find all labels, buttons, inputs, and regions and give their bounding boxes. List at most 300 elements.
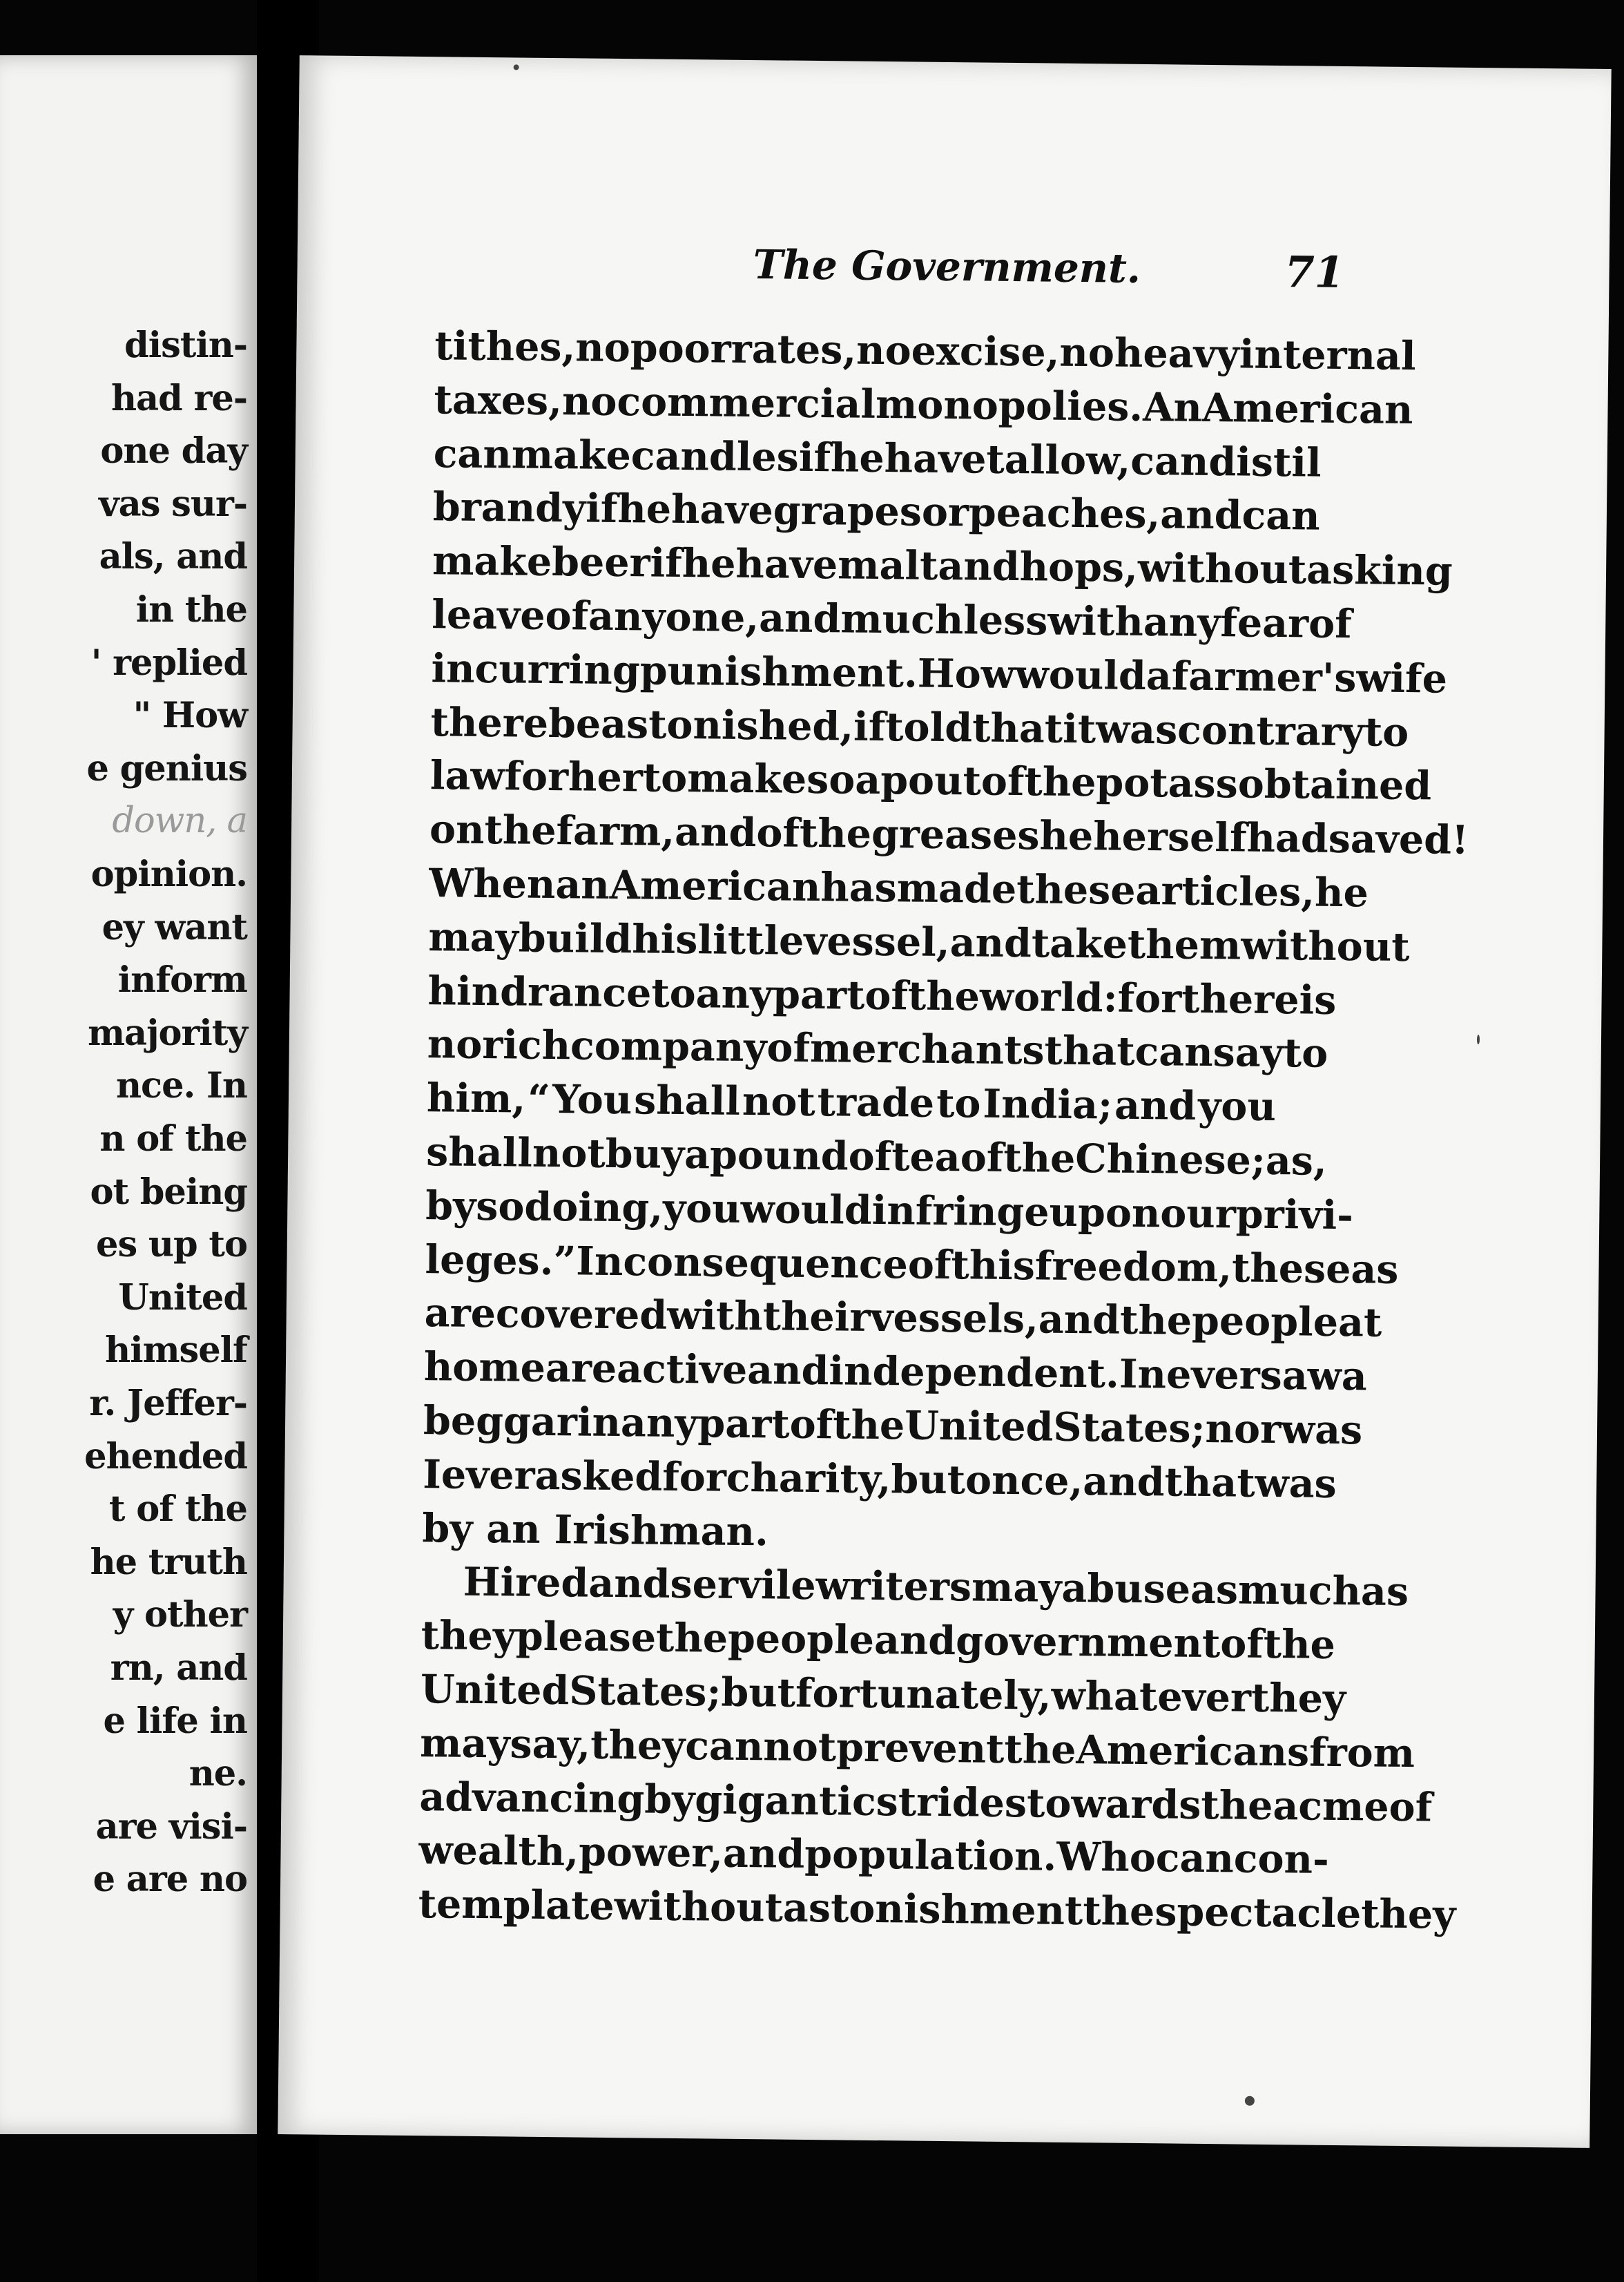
- speck: [1477, 1035, 1480, 1044]
- word: much: [840, 595, 964, 644]
- word: less: [963, 597, 1048, 644]
- word: have: [670, 486, 774, 534]
- word: told: [884, 703, 973, 751]
- word: our: [1160, 1190, 1237, 1238]
- text-line: [427, 1018, 1328, 1081]
- left-text-fragment: United: [118, 1276, 247, 1319]
- word: as,: [1265, 1137, 1328, 1185]
- word: you: [1197, 1083, 1277, 1131]
- left-page: [0, 55, 257, 2134]
- word: astonished,: [600, 700, 854, 750]
- word: heavy: [1114, 329, 1240, 378]
- word: consequence: [623, 1238, 909, 1288]
- word: rich: [481, 1022, 571, 1069]
- word: the: [484, 807, 557, 854]
- word: if: [585, 485, 618, 533]
- word: shall: [633, 1077, 741, 1125]
- word: no: [575, 324, 631, 372]
- word: a: [1341, 1353, 1368, 1400]
- left-text-fragment: rn, and: [110, 1647, 247, 1689]
- word: as: [1190, 1566, 1239, 1613]
- word: spectacle: [1154, 1888, 1362, 1937]
- left-text-fragment: n of the: [99, 1118, 247, 1160]
- word: An: [1142, 383, 1203, 431]
- word: India;: [983, 1080, 1113, 1129]
- word: shall: [425, 1129, 533, 1176]
- word: was: [1095, 705, 1178, 754]
- word: but: [721, 1669, 796, 1716]
- word: whatever: [1051, 1672, 1252, 1721]
- word: “: [527, 1075, 551, 1123]
- word: of: [960, 1134, 1004, 1181]
- speck: [514, 64, 519, 70]
- word: distil: [1208, 438, 1322, 486]
- word: acme: [1273, 1782, 1389, 1830]
- word: the: [1201, 1781, 1273, 1829]
- word: be: [548, 700, 601, 747]
- word: of: [1308, 600, 1353, 648]
- word: is: [1299, 976, 1337, 1024]
- word: beggar: [423, 1397, 578, 1446]
- word: I: [1119, 1350, 1138, 1398]
- word: the: [655, 1614, 728, 1662]
- word: and: [873, 1617, 956, 1665]
- word: of: [864, 972, 909, 1019]
- text-line: [429, 803, 1469, 865]
- word: world:: [979, 973, 1119, 1022]
- word: wealth,: [418, 1827, 579, 1875]
- word: much: [1237, 1566, 1362, 1615]
- word: she: [1017, 812, 1094, 860]
- word: of: [766, 1024, 811, 1072]
- left-text-fragment: nce. In: [115, 1065, 247, 1107]
- word: that: [1044, 1027, 1135, 1075]
- word: to: [936, 1080, 981, 1127]
- word: have: [884, 434, 987, 483]
- left-text-fragment: vas sur-: [99, 483, 247, 525]
- word: strides: [876, 1778, 1027, 1826]
- text-line: [428, 856, 1369, 919]
- word: taxes,: [434, 376, 563, 424]
- text-line: [428, 910, 1410, 973]
- word: United: [420, 1666, 570, 1714]
- word: of: [848, 1133, 892, 1180]
- word: potass: [1096, 759, 1239, 807]
- word: by: [425, 1182, 476, 1229]
- word: make: [511, 430, 632, 479]
- word: internal: [1239, 331, 1416, 380]
- word: and: [758, 595, 841, 642]
- word: rates,: [731, 325, 857, 374]
- text-line: [423, 1394, 1363, 1457]
- word: pound: [709, 1131, 849, 1180]
- word: power,: [578, 1828, 724, 1877]
- word: and: [1038, 1296, 1121, 1344]
- word: any: [1143, 598, 1221, 646]
- word: with: [1047, 597, 1144, 645]
- text-line: [419, 1716, 1415, 1779]
- text-line: [423, 1340, 1368, 1403]
- word: say: [1212, 1029, 1284, 1077]
- word: How: [917, 650, 1016, 698]
- word: malt: [837, 541, 938, 590]
- left-text-fragment: in the: [135, 589, 247, 631]
- word: obtained: [1237, 760, 1432, 809]
- word: ever: [441, 1451, 536, 1499]
- word: wife: [1356, 654, 1448, 702]
- word: can: [1134, 1028, 1214, 1076]
- word: no: [1059, 329, 1115, 376]
- word: may: [971, 1564, 1062, 1612]
- word: a: [684, 1131, 710, 1178]
- word: charity,: [726, 1454, 891, 1502]
- word: was: [1255, 1459, 1337, 1507]
- word: covered: [495, 1290, 668, 1339]
- word: no: [427, 1021, 483, 1068]
- left-text-fragment: himself: [105, 1330, 247, 1372]
- left-text-fragment: one day: [100, 430, 247, 472]
- word: a: [1146, 652, 1172, 700]
- word: that: [1164, 1459, 1255, 1506]
- body-text: [418, 319, 1469, 1940]
- word: When: [428, 860, 556, 908]
- word: if: [853, 703, 886, 750]
- text-line: [434, 373, 1413, 436]
- word: are: [424, 1289, 496, 1337]
- word: leges.”: [425, 1236, 577, 1284]
- left-text-fragment: ot being: [90, 1171, 247, 1213]
- word: independent.: [829, 1348, 1120, 1397]
- word: so: [476, 1182, 525, 1230]
- word: had: [1246, 814, 1329, 862]
- word: the: [799, 809, 872, 858]
- word: asking: [1306, 546, 1453, 595]
- word: build: [518, 914, 632, 963]
- word: tea: [891, 1133, 961, 1181]
- word: people: [727, 1615, 875, 1664]
- left-text-fragment: ey want: [102, 906, 247, 948]
- word: without: [1240, 922, 1410, 970]
- word: would: [740, 1185, 873, 1234]
- left-text-fragment: als, and: [99, 536, 247, 578]
- word: of: [1389, 1783, 1433, 1830]
- word: they: [590, 1721, 686, 1769]
- word: farm,: [556, 807, 675, 856]
- word: fortunately,: [795, 1669, 1052, 1719]
- word: fear: [1220, 600, 1309, 647]
- word: the: [1082, 1888, 1155, 1935]
- word: for: [504, 753, 569, 800]
- left-text-fragment: he truth: [90, 1541, 247, 1583]
- word: con-: [1233, 1835, 1330, 1883]
- word: at: [1337, 1299, 1382, 1346]
- word: towards: [1026, 1779, 1201, 1828]
- word: no: [856, 327, 912, 374]
- word: to: [1364, 708, 1409, 756]
- left-text-fragment: majority: [88, 1012, 247, 1054]
- word: from: [1308, 1729, 1415, 1776]
- word: any: [588, 593, 666, 640]
- text-line: [427, 1071, 1277, 1134]
- left-text-fragment: down, a: [112, 800, 247, 842]
- word: Chinese;: [1075, 1135, 1266, 1184]
- word: can: [1241, 492, 1321, 540]
- word: and: [949, 919, 1032, 967]
- text-line: [432, 481, 1321, 544]
- word: not: [532, 1129, 606, 1177]
- word: excise,: [911, 327, 1060, 376]
- word: cannot: [684, 1722, 837, 1771]
- word: with: [666, 1292, 764, 1340]
- word: tithes,: [434, 323, 576, 371]
- word: if: [798, 434, 831, 481]
- word: contrary: [1177, 707, 1365, 755]
- word: farmer's: [1171, 653, 1357, 701]
- word: active: [616, 1345, 748, 1394]
- word: buy: [605, 1130, 685, 1178]
- word: that: [972, 704, 1063, 752]
- word: make: [432, 537, 552, 586]
- word: to: [1283, 1030, 1328, 1077]
- word: the: [832, 1401, 905, 1449]
- word: him,: [426, 1075, 526, 1122]
- word: articles,: [1135, 867, 1315, 916]
- word: the: [1263, 1621, 1336, 1669]
- left-text-fragment: " How: [133, 695, 247, 737]
- word: and: [938, 543, 1021, 591]
- word: and: [722, 1830, 805, 1878]
- left-text-fragment: e are no: [93, 1859, 247, 1901]
- word: not: [742, 1078, 816, 1126]
- word: I: [422, 1450, 442, 1498]
- word: Who: [1056, 1834, 1157, 1881]
- word: company: [570, 1022, 767, 1071]
- word: for: [1117, 975, 1182, 1022]
- word: American: [609, 861, 821, 911]
- word: incurring: [431, 644, 641, 694]
- text-line: [432, 534, 1453, 597]
- word: can: [1155, 1834, 1235, 1882]
- word: trade: [817, 1079, 935, 1126]
- text-line: [424, 1286, 1382, 1349]
- word: and: [588, 1560, 670, 1608]
- left-text-fragment: distin-: [124, 325, 247, 366]
- word: never: [1137, 1351, 1261, 1399]
- speck: [1245, 2096, 1255, 2106]
- word: there: [1181, 975, 1299, 1023]
- word: soap: [806, 756, 909, 804]
- word: advancing: [419, 1773, 645, 1823]
- word: the: [1119, 1297, 1192, 1345]
- word: tallow,: [986, 436, 1131, 484]
- word: of: [545, 592, 589, 640]
- word: he: [617, 486, 672, 533]
- word: they: [420, 1612, 516, 1660]
- word: to: [651, 970, 697, 1017]
- word: the: [1024, 758, 1096, 806]
- word: as: [1360, 1568, 1409, 1615]
- text-line: [418, 1823, 1330, 1886]
- word: one,: [665, 593, 760, 642]
- word: say,: [510, 1720, 591, 1768]
- word: but: [891, 1455, 966, 1504]
- left-text-fragment: opinion.: [90, 854, 247, 895]
- word: commercial: [617, 378, 876, 428]
- word: on: [429, 806, 485, 854]
- word: or: [921, 488, 969, 536]
- word: the: [1231, 1244, 1304, 1292]
- word: please: [515, 1613, 657, 1661]
- word: In: [575, 1237, 624, 1285]
- word: the: [907, 972, 980, 1020]
- word: to: [642, 754, 688, 802]
- word: any: [620, 1399, 698, 1447]
- word: by: [644, 1776, 695, 1823]
- text-line: [427, 964, 1337, 1027]
- word: in: [577, 1399, 621, 1446]
- text-line: by an Irishman.: [422, 1504, 769, 1555]
- word: any: [695, 970, 773, 1017]
- text-line: [430, 696, 1409, 758]
- word: her: [568, 754, 644, 801]
- word: it: [1062, 705, 1096, 752]
- word: the: [1003, 1134, 1076, 1182]
- text-line: [434, 319, 1416, 382]
- word: part: [697, 1400, 791, 1448]
- word: law: [429, 752, 505, 800]
- word: of: [1219, 1620, 1264, 1668]
- word: doing,: [524, 1183, 664, 1231]
- word: he: [682, 540, 736, 587]
- left-text-fragment: r. Jeffer-: [89, 1383, 247, 1424]
- left-text-fragment: are visi-: [95, 1805, 247, 1848]
- text-line: [420, 1609, 1336, 1671]
- word: asked: [534, 1452, 663, 1500]
- word: peaches,: [968, 489, 1161, 538]
- word: gigantic: [694, 1776, 877, 1825]
- word: little: [697, 917, 804, 964]
- word: candles: [630, 432, 800, 481]
- word: there: [430, 698, 549, 747]
- word: without: [614, 1883, 784, 1931]
- word: privi-: [1235, 1191, 1354, 1238]
- word: nor: [1205, 1405, 1282, 1453]
- text-line: [425, 1233, 1399, 1296]
- word: poor: [630, 325, 732, 372]
- word: saved!: [1328, 815, 1469, 864]
- word: you: [662, 1185, 742, 1232]
- word: servile: [670, 1561, 816, 1609]
- word: population.: [804, 1831, 1057, 1881]
- left-text-fragment: ' replied: [90, 642, 247, 684]
- text-line: [431, 588, 1353, 651]
- text-line: [425, 1179, 1354, 1242]
- word: infringe: [871, 1187, 1050, 1236]
- page-number: 71: [1284, 247, 1345, 298]
- word: can: [1130, 437, 1209, 485]
- left-text-fragment: y other: [113, 1594, 247, 1636]
- word: United: [904, 1402, 1054, 1450]
- word: this: [951, 1241, 1036, 1289]
- word: vessel,: [803, 917, 951, 966]
- word: You: [552, 1076, 632, 1124]
- word: freedom,: [1034, 1242, 1232, 1291]
- left-text-fragment: inform: [117, 959, 247, 1001]
- word: of: [756, 809, 800, 856]
- word: American: [1201, 384, 1413, 433]
- word: and: [674, 809, 757, 856]
- word: once,: [965, 1457, 1083, 1504]
- word: his: [631, 916, 698, 963]
- word: may: [419, 1719, 510, 1767]
- word: template: [418, 1881, 615, 1930]
- left-text-fragment: e genius: [86, 747, 247, 789]
- word: home: [423, 1343, 546, 1392]
- word: hindrance: [427, 967, 652, 1017]
- word: for: [661, 1453, 727, 1501]
- word: made: [896, 865, 1017, 913]
- word: they: [1250, 1674, 1346, 1723]
- word: make: [686, 755, 807, 803]
- word: they: [1360, 1890, 1456, 1938]
- word: and: [1159, 491, 1242, 539]
- word: may: [428, 913, 519, 961]
- word: and: [1083, 1457, 1165, 1506]
- word: government: [955, 1618, 1221, 1667]
- word: take: [1031, 920, 1128, 968]
- text-line: [431, 642, 1448, 704]
- word: punishment.: [639, 647, 918, 697]
- word: these: [1016, 866, 1136, 914]
- word: the: [1004, 1725, 1076, 1773]
- word: of: [980, 758, 1025, 805]
- word: of: [907, 1241, 951, 1288]
- word: and: [746, 1347, 829, 1394]
- word: would: [1014, 651, 1147, 699]
- word: of: [789, 1401, 833, 1448]
- word: can: [433, 430, 512, 477]
- left-text-fragment: had re-: [110, 377, 247, 419]
- text-line: [433, 427, 1322, 490]
- right-page: [278, 55, 1611, 2148]
- word: people: [1191, 1298, 1339, 1346]
- word: prevent: [835, 1724, 1005, 1772]
- word: saw: [1259, 1352, 1342, 1400]
- word: no: [561, 377, 617, 425]
- word: monopolies.: [875, 381, 1143, 430]
- word: an: [555, 861, 610, 908]
- word: out: [907, 757, 982, 805]
- word: herself: [1092, 813, 1247, 861]
- word: astonishment: [782, 1884, 1083, 1935]
- word: has: [820, 864, 898, 912]
- word: he: [1314, 869, 1369, 917]
- text-line: [422, 1448, 1337, 1511]
- word: and: [1114, 1082, 1197, 1129]
- word: brandy: [432, 483, 586, 532]
- word: States;: [1053, 1403, 1206, 1452]
- word: are: [545, 1345, 617, 1392]
- text-line: [419, 1770, 1433, 1833]
- word: abuse: [1061, 1565, 1191, 1613]
- running-head: The Government.: [753, 241, 1141, 292]
- word: grease: [871, 811, 1018, 859]
- word: vessels,: [870, 1294, 1039, 1343]
- left-text-fragment: t of the: [108, 1488, 247, 1531]
- word: grapes: [773, 487, 922, 535]
- word: have: [735, 540, 838, 588]
- text-line: [421, 1555, 1409, 1618]
